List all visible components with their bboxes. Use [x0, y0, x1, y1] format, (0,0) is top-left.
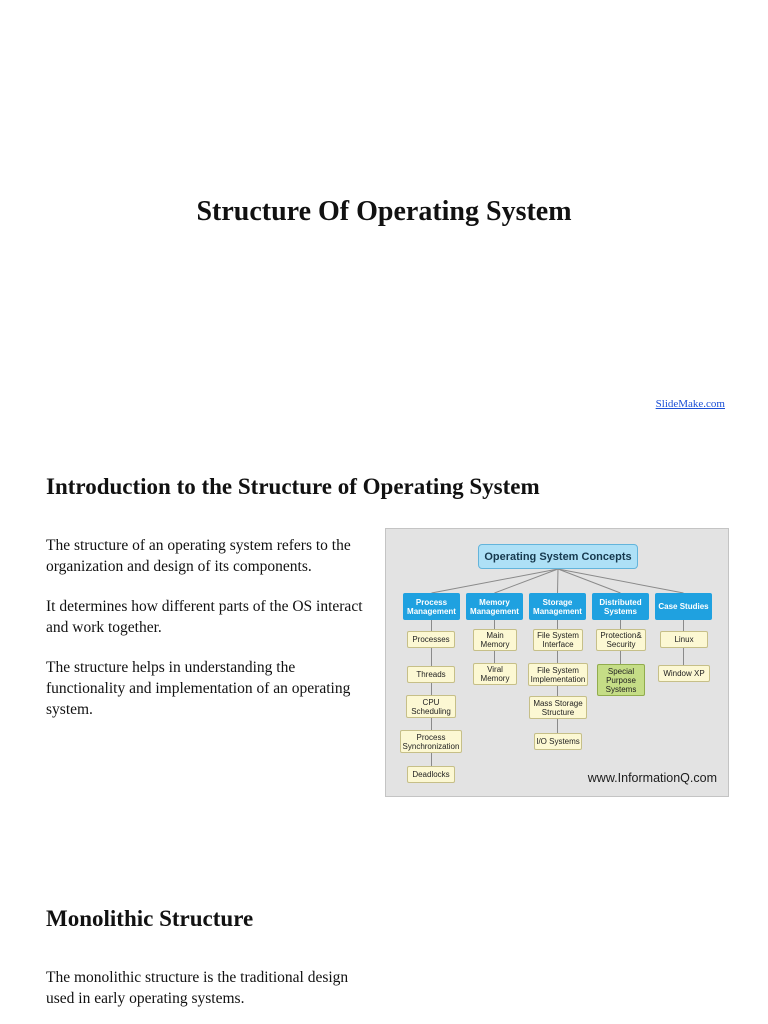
leaf-cpu-scheduling: CPU Scheduling	[406, 695, 456, 718]
connector-root-to-category	[432, 569, 559, 593]
connector-root-to-category	[558, 569, 559, 593]
leaf-file-system-interface: File System Interface	[533, 629, 583, 651]
leaf-window-xp: Window XP	[658, 665, 710, 682]
monolithic-heading: Monolithic Structure	[46, 906, 254, 931]
connector-root-to-category	[495, 569, 559, 593]
connector-root-to-category	[558, 569, 684, 593]
leaf-main-memory: Main Memory	[473, 629, 517, 651]
leaf-deadlocks: Deadlocks	[407, 766, 455, 783]
category-process-management: Process Management	[403, 593, 460, 620]
leaf-processes: Processes	[407, 631, 455, 648]
leaf-file-system-implementation: File System Implementation	[528, 663, 588, 686]
category-case-studies: Case Studies	[655, 593, 712, 620]
intro-paragraph-3: The structure helps in understanding the functionality and implementation of an operating system.	[46, 659, 351, 718]
leaf-linux: Linux	[660, 631, 708, 648]
intro-paragraph-2: It determines how different parts of the OS interact and work together.	[46, 598, 363, 636]
leaf-protection-security: Protection& Security	[596, 629, 646, 651]
diagram-root-node: Operating System Concepts	[478, 544, 638, 569]
slide-title: Structure Of Operating System	[196, 196, 572, 227]
category-storage-management: Storage Management	[529, 593, 586, 620]
connector-root-to-category	[558, 569, 621, 593]
leaf-special-purpose-systems: Special Purpose Systems	[597, 664, 645, 696]
intro-paragraph-1: The structure of an operating system refers to the organization and design of its components.	[46, 537, 351, 575]
os-concepts-diagram	[385, 528, 729, 797]
source-link[interactable]: SlideMake.com	[655, 398, 725, 410]
leaf-threads: Threads	[407, 666, 455, 683]
leaf-io-systems: I/O Systems	[534, 733, 582, 750]
leaf-mass-storage-structure: Mass Storage Structure	[529, 696, 587, 719]
diagram-credit: www.InformationQ.com	[587, 771, 717, 785]
leaf-process-synchronization: Process Synchronization	[400, 730, 462, 753]
monolithic-paragraph-1: The monolithic structure is the traditional design used in early operating systems.	[46, 969, 349, 1007]
category-distributed-systems: Distributed Systems	[592, 593, 649, 620]
leaf-viral-memory: Viral Memory	[473, 663, 517, 685]
intro-heading: Introduction to the Structure of Operating System	[46, 474, 540, 499]
category-memory-management: Memory Management	[466, 593, 523, 620]
